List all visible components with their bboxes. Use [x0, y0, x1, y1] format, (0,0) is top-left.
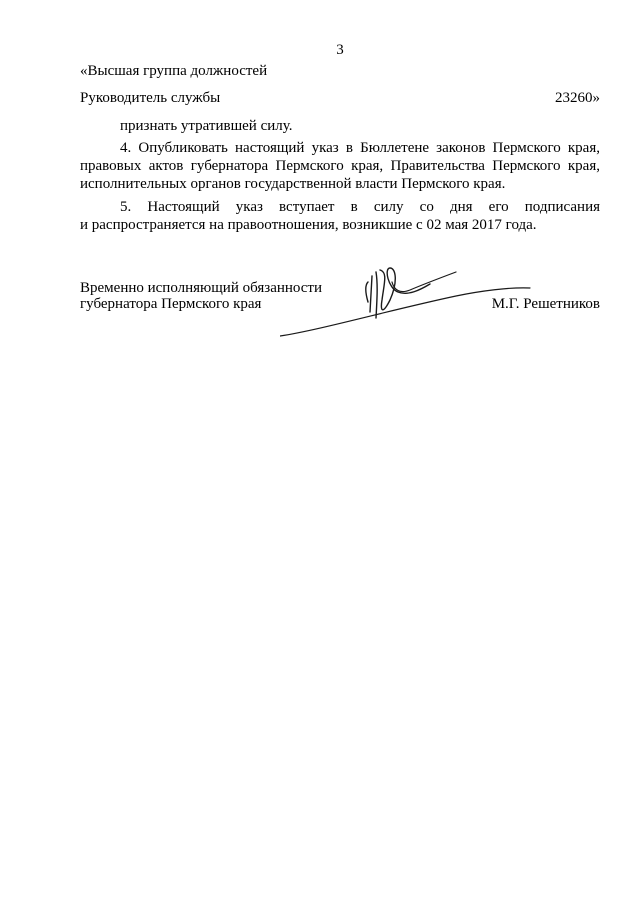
position-code: 23260»	[555, 90, 600, 106]
item4-line2: правовых актов губернатора Пермского края, Правительства Пермского края,	[80, 158, 600, 174]
signatory-title-line2: губернатора Пермского края	[80, 296, 262, 312]
item5-line1: 5. Настоящий указ вступает в силу со дня его подписания	[120, 199, 600, 215]
item5-line2: и распространяется на правоотношения, возникшие с 02 мая 2017 года.	[80, 217, 537, 233]
item4-line1: 4. Опубликовать настоящий указ в Бюллетене законов Пермского края,	[120, 140, 600, 156]
position-row	[80, 89, 600, 107]
signature-block	[80, 280, 600, 340]
continuation-text: признать утратившей силу.	[120, 118, 293, 134]
signatory-name: М.Г. Решетников	[491, 296, 600, 312]
item4-line3: исполнительных органов государственной власти Пермского края.	[80, 176, 506, 192]
group-title: «Высшая группа должностей	[80, 63, 268, 79]
page-number: 3	[336, 42, 344, 58]
signatory-title-line1: Временно исполняющий обязанности	[80, 280, 323, 296]
position-label: Руководитель службы	[80, 90, 221, 106]
